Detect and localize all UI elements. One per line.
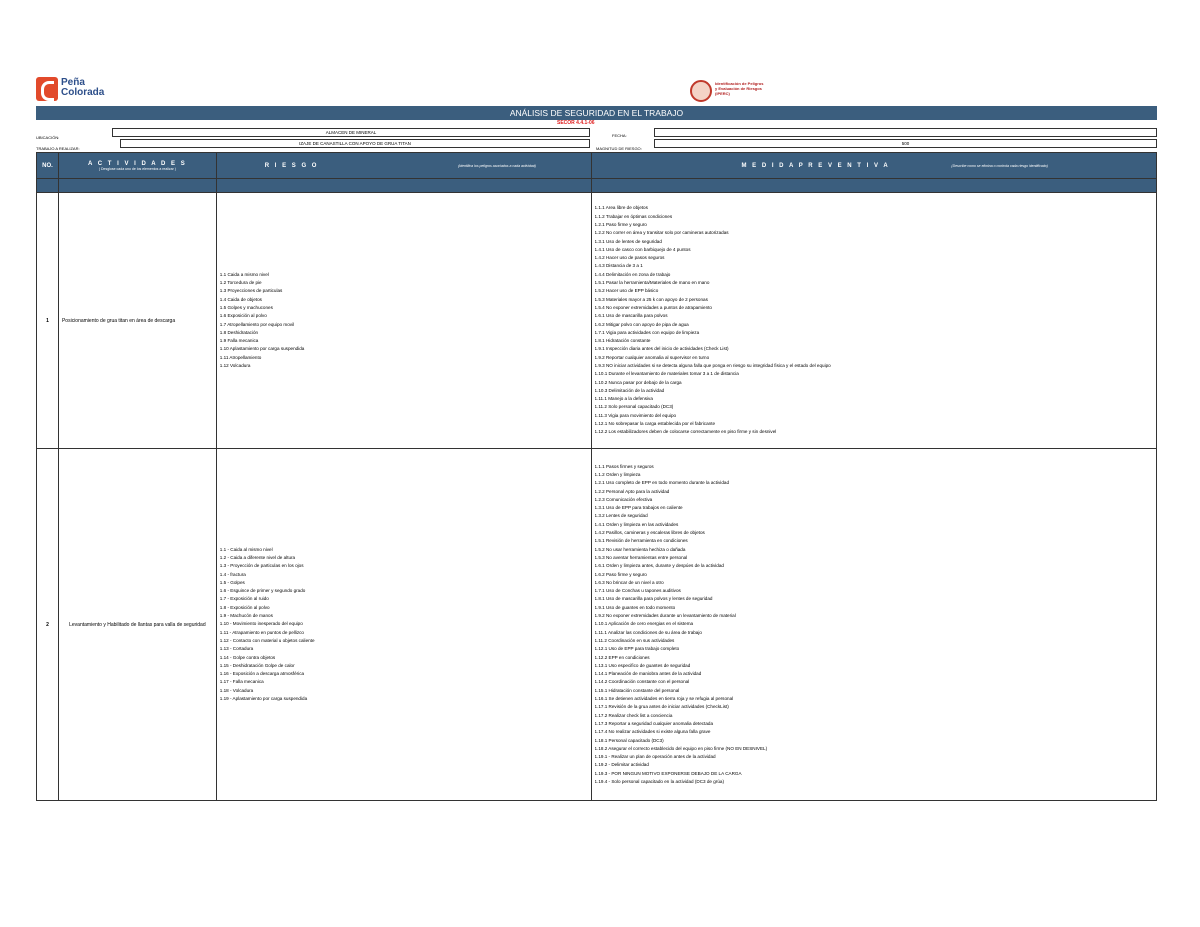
list-item: 1.11 - Atrapamiento en puntos de pellizco	[219, 629, 304, 635]
table-subheader-row	[37, 179, 1157, 193]
list-item: 1.2.1 Paso firme y seguro	[594, 221, 647, 227]
list-item: 1.5.3 No aventar herramientas entre personal	[594, 554, 688, 560]
list-item: 1.4.2 Hacer uso de pasos seguros	[594, 255, 665, 261]
list-item: 1.12.1 No sobrepasar la carga establecida por el fabricante	[594, 421, 716, 427]
list-item: 1.4 - fractura	[219, 571, 246, 577]
list-item: 1.19.3 - POR NINGUN MOTIVO EXPONERSE DEBAJO DE LA CARGA	[594, 770, 742, 776]
analysis-table	[36, 152, 1157, 801]
list-item: 1.14.2 Coordinación constante con el personal	[594, 679, 690, 685]
list-item: 1.10 Aplastamiento por carga suspendida	[219, 346, 305, 352]
list-item: 1.17.4 No realizar actividades si existe alguna falla grave	[594, 729, 711, 735]
list-item: 1.2.1 Uso completo de EPP en todo momento durante la actividad	[594, 480, 729, 486]
risk-list	[216, 449, 591, 801]
logo-mark-icon	[36, 77, 58, 101]
list-item: 1.6 - Esguince de primer y segundo grado	[219, 588, 306, 594]
col-riesgo-label: R I E S G O	[264, 162, 319, 169]
list-item: 1.5.4 No exponer extremidades a puntos de atrapamiento	[594, 304, 712, 310]
list-item: 1.10 - Movimiento inesperado del equipo	[219, 621, 303, 627]
row-number: 2	[37, 449, 59, 801]
col-medida-sub: (Describe como se elimina o controla cada riesgo identificado)	[951, 163, 1048, 168]
list-item: 1.7.1 Uso de Conchas u tapones auditivos	[594, 588, 681, 594]
list-item: 1.5 - Golpes	[219, 579, 245, 585]
list-item: 1.13 - Cortadura	[219, 646, 254, 652]
list-item: 1.17.2 Realizar check list a conciencia	[594, 712, 673, 718]
list-item: 1.19 - Aplastamiento por carga suspendida	[219, 696, 308, 702]
list-item: 1.3.2 Lentes de seguridad	[594, 513, 648, 519]
list-item: 1.4.3 Distancia de 3 a 1	[594, 263, 643, 269]
activity-cell: Posicionamiento de grua titan en área de descarga	[58, 193, 216, 449]
list-item: 1.1.1 Area libre de objetos	[594, 205, 648, 211]
list-item: 1.17 - Falla mecanica	[219, 679, 264, 685]
list-item: 1.13.1 Uso especifico de guantes de seguridad	[594, 662, 691, 668]
col-no: NO.	[37, 153, 59, 179]
list-item: 1.11.2 Solo personal capacitado (DC3)	[594, 404, 674, 410]
list-item: 1.17.1 Revisión de la grua antes de iniciar actividades (CheckList)	[594, 704, 729, 710]
list-item: 1.12.1 Uso de EPP para trabajo completo	[594, 646, 680, 652]
list-item: 1.18.1 Personal capacitado (DC3)	[594, 737, 664, 743]
list-item: 1.18.2 Asegurar el correcto establecido del equipo en piso firme (NO EN DESNIVEL)	[594, 745, 768, 751]
table-row	[37, 449, 1157, 801]
list-item: 1.10.1 Durante el levantamiento de materiales tomar 3 a 1 de distancia	[594, 371, 739, 377]
list-item: 1.14 - Golpe contra objetos	[219, 654, 276, 660]
list-item: 1.6.3 No brincar de un nivel a otro	[594, 579, 664, 585]
list-item: 1.3.1 Uso de lentes de seguridad	[594, 238, 662, 244]
list-item: 1.10.1 Aplicación de cero energias en el sistema	[594, 621, 694, 627]
list-item: 1.6 Exposición al polvo	[219, 313, 267, 319]
list-item: 1.11.1 Manejo a la defensiva	[594, 396, 653, 402]
list-item: 1.14.1 Planeación de maniobra antes de la actividad	[594, 671, 702, 677]
list-item: 1.3.1 Uso de EPP para trabajos en caliente	[594, 505, 683, 511]
list-item: 1.11.3 Vigia para movimiento del equipo	[594, 412, 677, 418]
list-item: 1.9.2 Reportar cualquier anomalia al supervisor en turno	[594, 354, 710, 360]
list-item: 1.5.1 Pasar la herramienta/Materiales de mano en mano	[594, 280, 710, 286]
seal-icon	[690, 80, 712, 102]
list-item: 1.6.2 Paso firme y seguro	[594, 571, 647, 577]
page-title: ANÁLISIS DE SEGURIDAD EN EL TRABAJO	[36, 106, 1157, 120]
table-row	[37, 193, 1157, 449]
list-item: 1.9.1 Uso de guantes en todo momento	[594, 604, 676, 610]
list-item: 1.19.1 - Realizar un plan de operación antes de la actividad	[594, 754, 716, 760]
company-logo	[36, 76, 116, 104]
fecha-label: FECHA:	[612, 133, 627, 138]
row-number: 1	[37, 193, 59, 449]
list-item: 1.9.3 NO iniciar actividades si se detecta alguna falla que ponga en riesgo su integridad fisica y el estado del equipo	[594, 362, 831, 368]
list-item: 1.1.1 Pasos firmes y seguros	[594, 463, 654, 469]
list-item: 1.18 - Volcadura	[219, 687, 254, 693]
list-item: 1.6.1 Uso de mascarilla para polvos	[594, 313, 668, 319]
list-item: 1.8 - Exposición al polvo	[219, 604, 270, 610]
measure-list	[591, 449, 1157, 801]
list-item: 1.4 Caida de objetos	[219, 296, 262, 302]
iperc-logo	[690, 80, 770, 102]
list-item: 1.15 - Deshidratación Golpe de calor	[219, 662, 295, 668]
activity-cell: Levantamiento y Habilitado de llantas para valla de seguridad	[58, 449, 216, 801]
list-item: 1.4.1 Uso de casco con barbiquejo de 4 puntos	[594, 246, 691, 252]
list-item: 1.10.2 Nunca pasar por debajo de la carga	[594, 379, 682, 385]
fecha-field[interactable]	[654, 128, 1157, 137]
trabajo-field[interactable]: IZAJE DE CANASTILLA CON APOYO DE GRUA TITAN	[120, 139, 590, 148]
list-item: 1.8.1 Hidratación constante	[594, 338, 651, 344]
list-item: 1.7.1 Vigia para actividades con equipo de limpieza	[594, 329, 700, 335]
list-item: 1.9.1 Inspección diaria antes del inicio de actividades (Check List)	[594, 346, 729, 352]
col-actividades-label: A C T I V I D A D E S	[88, 160, 187, 167]
document-code: SECOR 4.4.1-06	[557, 120, 595, 126]
list-item: 1.16 - Exposición a descarga atmosférica	[219, 671, 305, 677]
list-item: 1.2.2 No correr en área y transitar solo por camineras autorizadas	[594, 230, 729, 236]
col-riesgo-sub: (identifica los peligros asociados a cada actividad)	[458, 163, 536, 168]
table-header-row	[37, 153, 1157, 179]
list-item: 1.1 - Caida al mismo nivel	[219, 546, 273, 552]
list-item: 1.4.2 Pasillos, camineras y escaleras libres de objetos	[594, 530, 705, 536]
magnitud-label: MAGNITUD DE RIESGO:	[596, 146, 642, 151]
col-actividades	[58, 153, 216, 179]
list-item: 1.16.1 Se detienen actividades en tierra roja y se refugia al personal	[594, 696, 734, 702]
list-item: 1.5.2 Hacer uso de EPP básico	[594, 288, 659, 294]
list-item: 1.5.1 Revisión de herramienta en condiciones	[594, 538, 688, 544]
risk-list	[216, 193, 591, 449]
list-item: 1.12.2 Los estabilizadores deben de colocarse correctamente en piso firme y sin desnivel	[594, 429, 777, 435]
list-item: 1.3 Proyecciones de particulas	[219, 288, 283, 294]
list-item: 1.4.1 Orden y limpieza en las actividades	[594, 521, 679, 527]
list-item: 1.19.4 - Solo personal capacitado en la actividad (DC3 de grúa)	[594, 778, 724, 784]
list-item: 1.15.1 Hidratación constante del personal	[594, 687, 680, 693]
list-item: 1.1.2 Orden y limpieza	[594, 472, 641, 477]
list-item: 1.5.2 No usar herramienta hechiza o dañada	[594, 546, 686, 552]
company-name: Peña Colorada	[61, 77, 105, 98]
list-item: 1.12 - Contacto con material u objetos caliente	[219, 637, 315, 643]
list-item: 1.17.3 Reportar a seguridad cualquier anomalia detectada	[594, 720, 713, 726]
ubicacion-label: UBICACIÓN:	[36, 135, 60, 140]
list-item: 1.6.1 Orden y limpieza antes, durante y despúes de la actividad	[594, 563, 724, 569]
list-item: 1.10.3 Delimitación de la actividad	[594, 387, 665, 393]
measure-list	[591, 193, 1157, 449]
list-item: 1.9 Falla mecanica	[219, 338, 259, 344]
magnitud-field[interactable]: 500	[654, 139, 1157, 148]
col-medida-label: M E D I D A P R E V E N T I V A	[741, 162, 890, 169]
list-item: 1.8.1 Uso de mascarilla para polvos y lentes de seguridad	[594, 596, 713, 602]
list-item: 1.8 Deshidratación	[219, 329, 259, 335]
trabajo-label: TRABAJO A REALIZAR:	[36, 146, 80, 151]
col-actividades-sub: ( Desglose cada uno de los elementos a realizar )	[98, 166, 176, 171]
list-item: 1.2 Torcedura de pie	[219, 280, 262, 286]
list-item: 1.9.2 No exponer extremidades durante un levantamiento de material	[594, 613, 736, 619]
col-medida	[591, 153, 1157, 179]
list-item: 1.9 - Machucón de manos	[219, 613, 273, 619]
list-item: 1.2.3 Comunicación efectiva	[594, 496, 653, 502]
list-item: 1.11.2 Coordinación en sus actividades	[594, 637, 675, 643]
list-item: 1.11 Atropellamiento	[219, 354, 262, 360]
list-item: 1.2 - Caida a diferente nivel de altura	[219, 554, 296, 560]
ubicacion-field[interactable]: ALMACEN DE MINERAL	[112, 128, 590, 137]
list-item: 1.7 - Exposición al ruido	[219, 596, 269, 602]
list-item: 1.1 Caida a mismo nivel	[219, 271, 269, 277]
list-item: 1.5.3 Materiales mayor a 25 k con apoyo de 2 personas	[594, 296, 708, 302]
list-item: 1.6.2 Mitigar polvo con apoyo de pipa de agua	[594, 321, 689, 327]
col-riesgo	[216, 153, 591, 179]
list-item: 1.5 Golpes y machucones	[219, 304, 273, 310]
list-item: 1.1.2 Trabajar en óptimas condiciones	[594, 213, 673, 219]
list-item: 1.12.2 EPP en condiciones	[594, 654, 650, 660]
list-item: 1.3 - Proyección de particulas en los ojos	[219, 563, 304, 569]
list-item: 1.2.2 Personal Apto para la actividad	[594, 488, 670, 494]
list-item: 1.7 Atropellamiento por equipo movil	[219, 321, 295, 327]
list-item: 1.11.1 Analizar las condiciones de su área de trabajo	[594, 629, 702, 635]
list-item: 1.19.2 - Delimitar actividad	[594, 762, 649, 768]
list-item: 1.12 Volcadura	[219, 362, 251, 368]
list-item: 1.4.4 Delimitación en zona de trabajo	[594, 271, 671, 277]
seal-text: Identificación de Peligros y Evaluación de Riesgos (IPERC)	[715, 81, 764, 96]
